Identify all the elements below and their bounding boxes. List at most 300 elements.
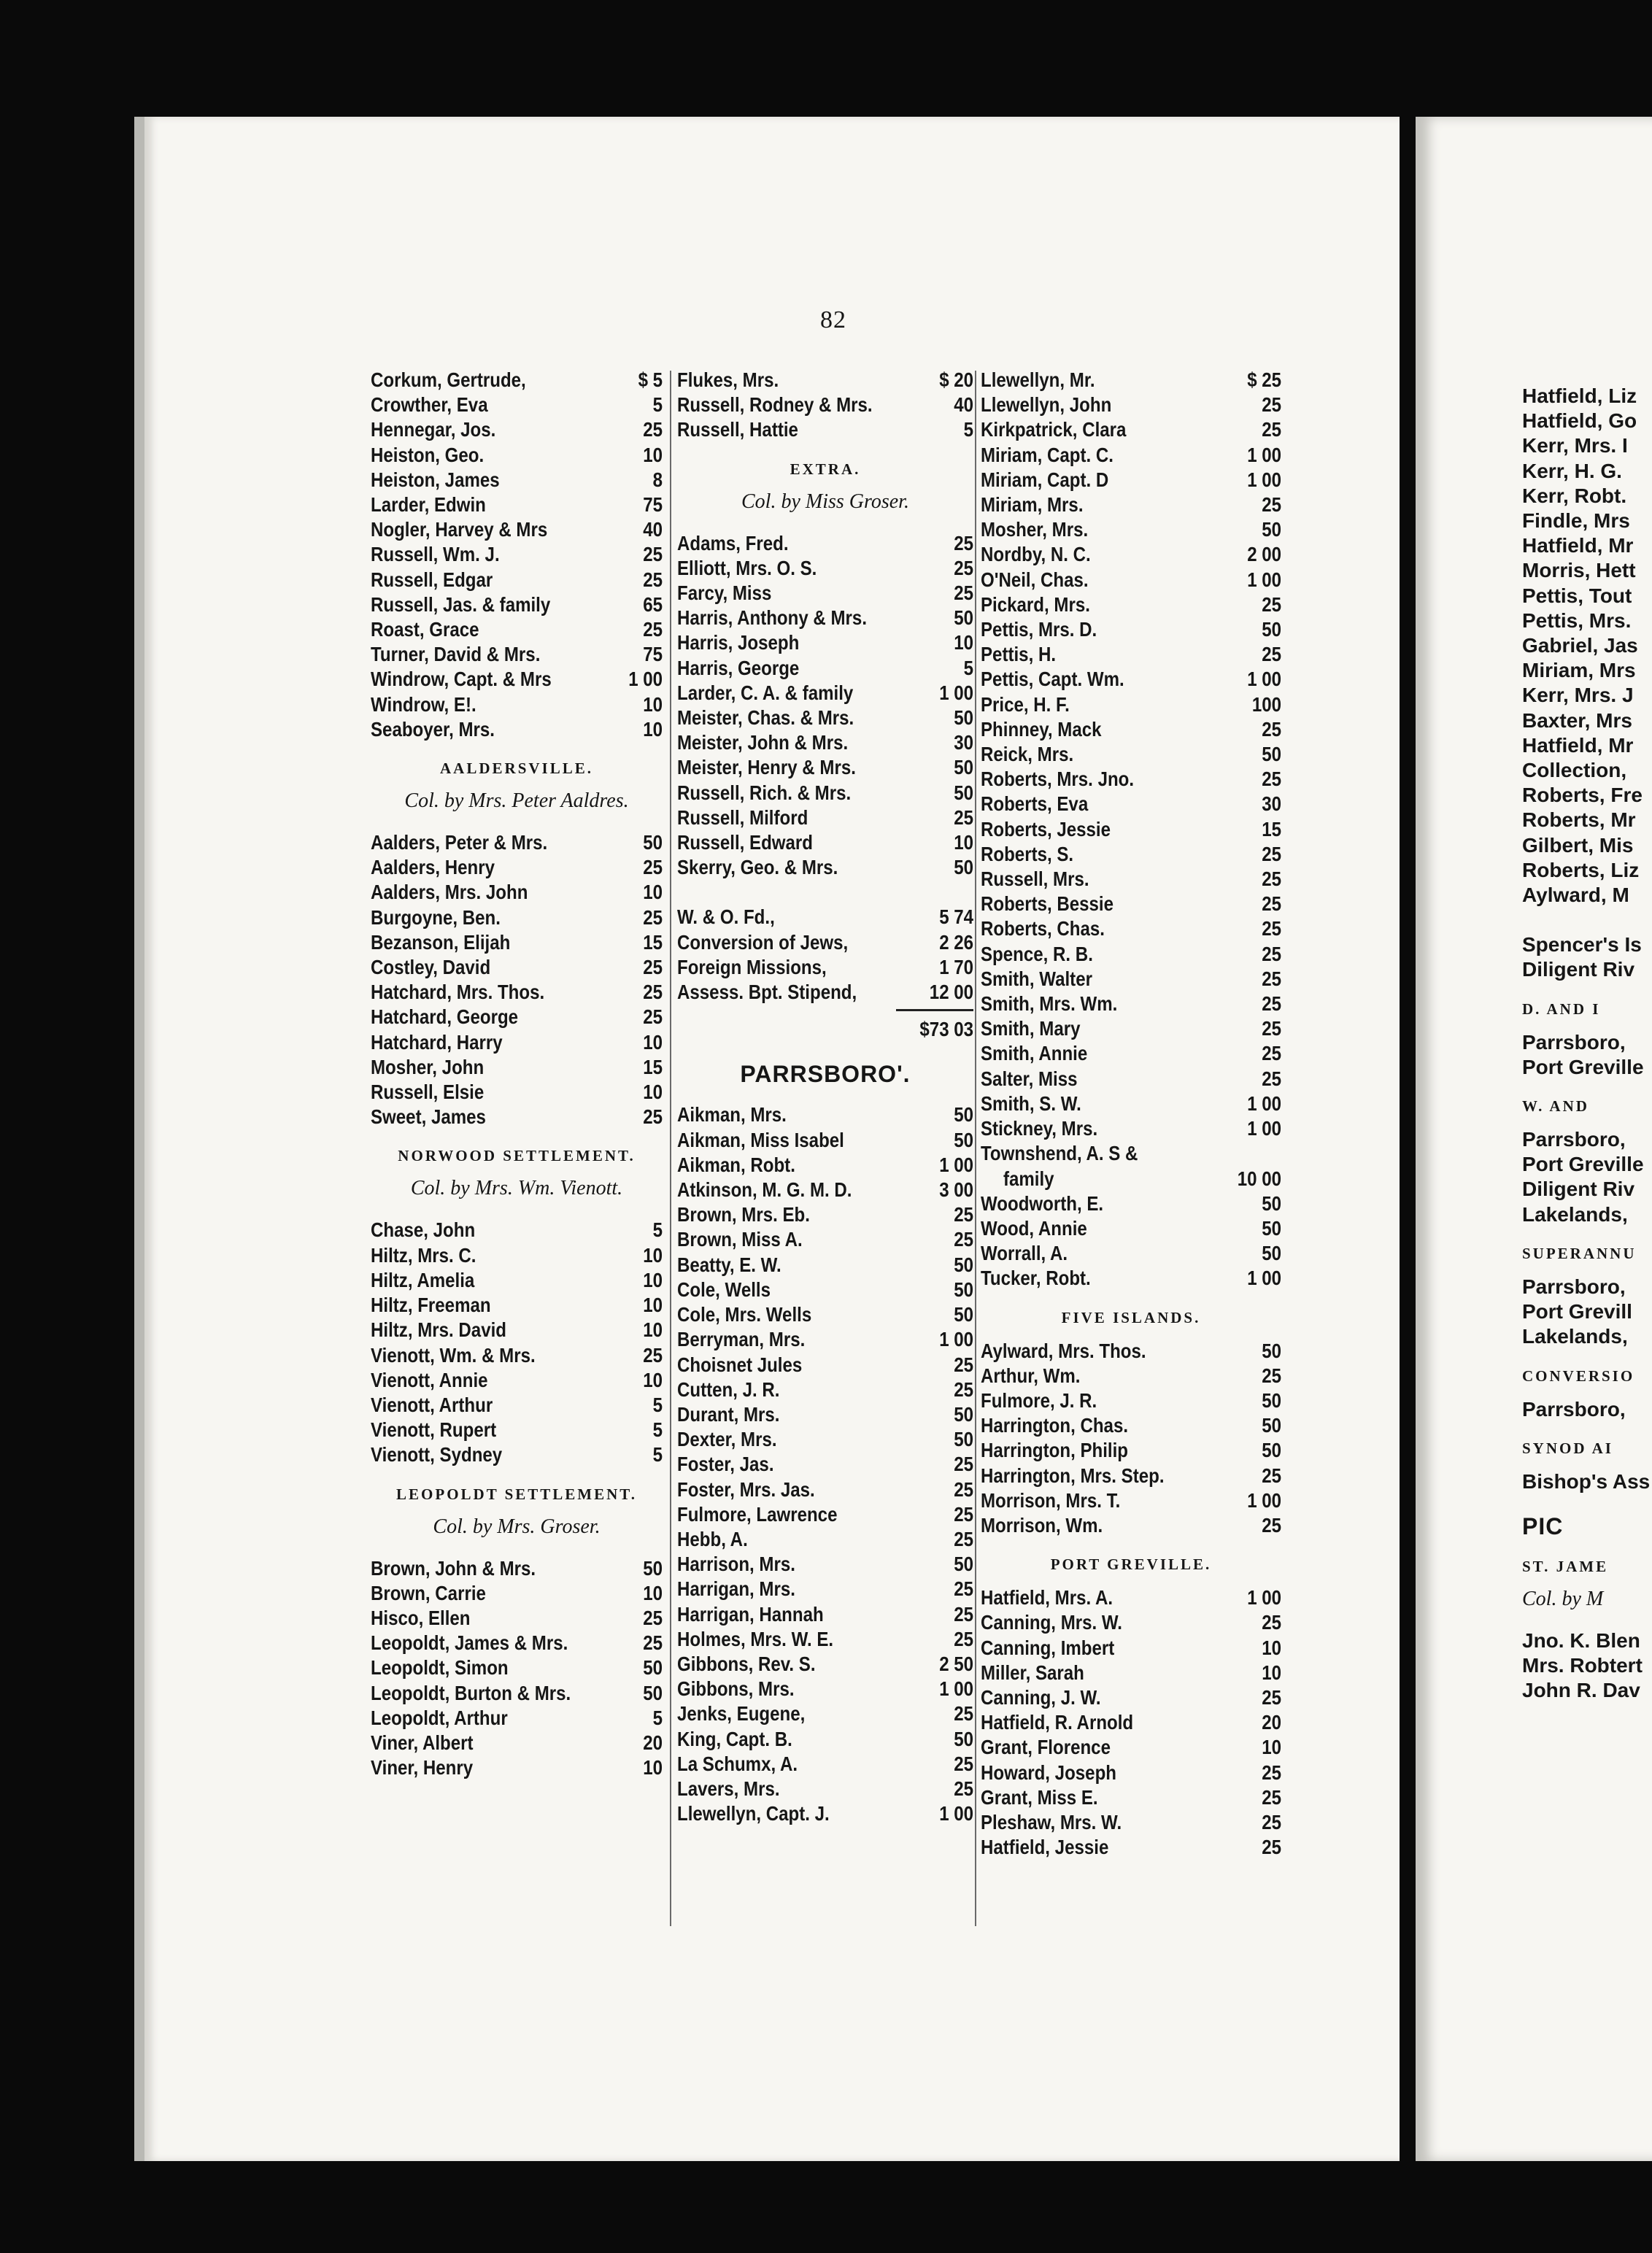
list-item (677, 1377, 973, 1402)
list-item (981, 967, 1281, 992)
donor-name: Hebb, A. (677, 1527, 748, 1550)
donor-name: Meister, Chas. & Mrs. (677, 706, 854, 730)
list-item (371, 592, 663, 617)
list-item (981, 617, 1281, 642)
list-item (371, 1055, 663, 1080)
section-heading: SYNOD AI (1522, 1439, 1613, 1457)
list-item (677, 630, 973, 655)
column-1 (371, 368, 663, 1780)
donor-name: Russell, Wm. J. (371, 543, 500, 566)
donation-amount: 25 (1262, 967, 1282, 990)
list-item (677, 781, 973, 805)
donor-name: Howard, Joseph (981, 1761, 1116, 1784)
list-item (371, 1393, 663, 1418)
parish-heading: PARRSBORO'. (740, 1061, 911, 1088)
donor-name: Viner, Albert (371, 1731, 474, 1754)
list-item (371, 1631, 663, 1655)
donation-amount: 25 (954, 805, 974, 829)
donation-amount: 50 (954, 1103, 974, 1126)
list-item (981, 1761, 1281, 1785)
donor-name: Hatfield, Jessie (981, 1836, 1109, 1859)
donor-name: Miriam, Capt. D (981, 468, 1109, 491)
donor-name: Larder, C. A. & family (677, 681, 854, 704)
list-item (1522, 957, 1652, 982)
donation-amount: 25 (643, 956, 663, 979)
donor-name: Jno. K. Blen (1522, 1628, 1640, 1652)
donor-name: Foster, Jas. (677, 1453, 774, 1476)
list-item (371, 880, 663, 905)
donor-name: Brown, Mrs. Eb. (677, 1203, 810, 1226)
donor-name: Harrigan, Hannah (677, 1602, 824, 1626)
list-item (677, 1527, 973, 1552)
list-item (1522, 484, 1652, 509)
donor-name: Viner, Henry (371, 1756, 474, 1779)
donation-amount: 15 (1262, 817, 1282, 840)
donor-name: Canning, Imbert (981, 1636, 1115, 1659)
donor-name: Kerr, Mrs. J (1522, 684, 1634, 707)
list-item (371, 1343, 663, 1368)
list-item (677, 1153, 973, 1178)
donor-name: Reick, Mrs. (981, 743, 1074, 766)
donor-name: Parrsboro, (1522, 1275, 1626, 1298)
donation-amount: 25 (954, 531, 974, 554)
column-2 (677, 368, 973, 1826)
donation-amount: 50 (954, 756, 974, 779)
donor-name: Vienott, Annie (371, 1368, 488, 1391)
donor-name: Hatchard, Harry (371, 1030, 503, 1054)
donation-amount: 50 (643, 1656, 663, 1680)
donor-name: Port Greville (1522, 1153, 1644, 1176)
collector-line: Col. by M (1522, 1587, 1604, 1610)
list-item (981, 1585, 1281, 1610)
list-item (371, 517, 663, 542)
donation-amount: 25 (1262, 592, 1282, 616)
donation-amount: 1 00 (1247, 1267, 1282, 1290)
list-item (677, 930, 973, 955)
list-item (677, 1627, 973, 1652)
donor-name: Grant, Florence (981, 1736, 1111, 1759)
donor-name: Worrall, A. (981, 1242, 1068, 1265)
donor-name: Hatfield, Mr (1522, 733, 1634, 757)
donation-amount: 50 (1262, 518, 1282, 541)
list-item (1522, 808, 1652, 832)
donor-name: Roberts, S. (981, 842, 1074, 865)
donation-amount: 15 (643, 930, 663, 954)
list-item (371, 1105, 663, 1129)
donation-amount: 50 (1262, 618, 1282, 641)
list-item (371, 1243, 663, 1268)
list-item (371, 1755, 663, 1780)
list-item (981, 792, 1281, 816)
donor-name: Beatty, E. W. (677, 1253, 781, 1276)
list-item (371, 1581, 663, 1606)
donation-amount: 25 (954, 1602, 974, 1626)
donor-name: Flukes, Mrs. (677, 368, 779, 391)
donor-name: Windrow, Capt. & Mrs (371, 668, 552, 691)
list-item (981, 692, 1281, 717)
list-item (677, 1278, 973, 1302)
donation-amount: 50 (643, 831, 663, 854)
donor-name: Salter, Miss (981, 1067, 1078, 1090)
donor-name: Roberts, Mr (1522, 808, 1636, 832)
donation-amount: 25 (643, 856, 663, 879)
donation-amount: 50 (954, 1278, 974, 1301)
donation-amount: 25 (643, 1343, 663, 1367)
list-item (371, 1681, 663, 1706)
list-item (677, 1477, 973, 1502)
donation-amount: 25 (1262, 393, 1282, 417)
donation-amount: 10 (643, 1268, 663, 1291)
donor-name: Smith, Mary (981, 1017, 1081, 1040)
list-item (371, 1706, 663, 1731)
donor-name: Aikman, Miss Isabel (677, 1128, 844, 1151)
list-item (981, 667, 1281, 692)
donor-name: Morrison, Wm. (981, 1513, 1103, 1537)
list-item (1522, 1628, 1652, 1653)
donor-name: Hatfield, R. Arnold (981, 1711, 1134, 1734)
list-item (371, 1368, 663, 1393)
list-item (677, 905, 973, 930)
donation-amount: 1 00 (628, 668, 663, 691)
donor-name: Tucker, Robt. (981, 1267, 1091, 1290)
donor-name: Roberts, Mrs. Jno. (981, 768, 1135, 791)
donation-amount: 25 (954, 556, 974, 579)
donor-name: Nordby, N. C. (981, 543, 1091, 566)
list-item (371, 1080, 663, 1105)
donation-amount: 25 (643, 981, 663, 1004)
donation-amount: $ 25 (1247, 368, 1282, 391)
list-item (1522, 584, 1652, 608)
list-item (677, 368, 973, 393)
list-item (1522, 1653, 1652, 1678)
donation-amount: 1 00 (1247, 468, 1282, 491)
list-item (371, 1606, 663, 1631)
donation-amount: 1 00 (1247, 443, 1282, 466)
list-item (1522, 708, 1652, 733)
donation-amount: 1 00 (1247, 1117, 1282, 1140)
donor-name: Russell, Rodney & Mrs. (677, 393, 873, 417)
list-item (371, 905, 663, 930)
donor-name: Price, H. F. (981, 692, 1070, 716)
donation-amount: 75 (643, 643, 663, 666)
donation-amount: 8 (652, 468, 663, 491)
donation-amount: 25 (1262, 992, 1282, 1016)
list-item (981, 892, 1281, 916)
donation-amount: 25 (643, 418, 663, 441)
list-item (1522, 658, 1652, 683)
donor-name: Smith, Walter (981, 967, 1092, 990)
donor-name: Vienott, Rupert (371, 1418, 497, 1442)
donor-name: Spencer's Is (1522, 933, 1642, 957)
donation-amount: 25 (1262, 1042, 1282, 1065)
donor-name: Miriam, Mrs (1522, 659, 1636, 682)
list-item (677, 1552, 973, 1577)
donation-amount: 10 (1262, 1736, 1282, 1759)
donation-amount: 65 (643, 592, 663, 616)
donor-name: Miller, Sarah (981, 1661, 1084, 1684)
donor-name: Port Grevill (1522, 1300, 1632, 1323)
donor-name: Russell, Edgar (371, 568, 493, 591)
donor-name: Roberts, Bessie (981, 892, 1114, 916)
list-item (1522, 1055, 1652, 1080)
list-item (371, 1318, 663, 1342)
donor-name: Findle, Mrs (1522, 509, 1630, 533)
donor-name: Harrington, Philip (981, 1439, 1129, 1462)
donor-name: Llewellyn, John (981, 393, 1112, 417)
list-item (1522, 1030, 1652, 1055)
donation-amount: 1 00 (1247, 668, 1282, 691)
donor-name: Mrs. Robtert (1522, 1654, 1643, 1677)
donor-name: Aylward, M (1522, 884, 1629, 907)
list-item (371, 930, 663, 955)
list-item (677, 1227, 973, 1252)
donation-amount: 25 (954, 1477, 974, 1501)
section-heading: W. AND (1522, 1097, 1589, 1116)
donation-amount: 25 (643, 1005, 663, 1029)
donor-name: Roast, Grace (371, 618, 479, 641)
section-heading: FIVE ISLANDS. (1061, 1308, 1201, 1326)
list-item (1522, 409, 1652, 433)
donation-amount: 25 (954, 1203, 974, 1226)
donation-amount: 25 (1262, 1785, 1282, 1809)
list-item (677, 531, 973, 556)
donor-name: Spence, R. B. (981, 942, 1093, 965)
donor-name: Stickney, Mrs. (981, 1117, 1098, 1140)
list-item (1522, 533, 1652, 558)
list-item (1522, 1678, 1652, 1703)
donor-name: family (1003, 1167, 1054, 1190)
donor-name: Russell, Elsie (371, 1081, 485, 1104)
donation-amount: 5 (963, 418, 974, 441)
donor-name: Townshend, A. S & (981, 1142, 1138, 1165)
list-item (981, 393, 1281, 417)
donation-amount: 10 (1262, 1636, 1282, 1659)
donor-name: Atkinson, M. G. M. D. (677, 1178, 852, 1202)
donation-amount: 20 (1262, 1711, 1282, 1734)
donor-name: Russell, Rich. & Mrs. (677, 781, 852, 804)
donation-amount: 25 (1262, 643, 1282, 666)
section-heading: LEOPOLDT SETTLEMENT. (396, 1485, 637, 1503)
list-item (677, 556, 973, 581)
donor-name: Harris, George (677, 656, 800, 679)
donor-name: Gibbons, Mrs. (677, 1677, 795, 1701)
donation-amount: 25 (954, 1228, 974, 1251)
donor-name: Parrsboro, (1522, 1397, 1626, 1421)
list-item (1522, 558, 1652, 583)
list-item (981, 492, 1281, 517)
donor-name: Wood, Annie (981, 1216, 1087, 1240)
donor-name: Roberts, Eva (981, 792, 1089, 816)
donation-amount: 1 00 (939, 1802, 974, 1825)
donation-amount: 10 (643, 1318, 663, 1342)
list-item (371, 568, 663, 592)
list-item (1522, 833, 1652, 858)
list-item (371, 980, 663, 1005)
list-item (981, 1488, 1281, 1513)
donor-name: Collection, (1522, 759, 1627, 782)
list-item (677, 1752, 973, 1777)
donor-name: Harris, Anthony & Mrs. (677, 606, 868, 630)
donation-amount: 25 (954, 581, 974, 605)
donor-name: Leopoldt, Burton & Mrs. (371, 1681, 571, 1704)
donation-amount: 25 (643, 1105, 663, 1129)
donation-amount: 3 00 (939, 1178, 974, 1202)
donor-name: Kirkpatrick, Clara (981, 418, 1127, 441)
donor-name: Harris, Joseph (677, 631, 800, 654)
donor-name: Nogler, Harvey & Mrs (371, 518, 548, 541)
donation-amount: 50 (1262, 1216, 1282, 1240)
donor-name: Smith, Mrs. Wm. (981, 992, 1118, 1016)
list-item (677, 393, 973, 417)
donation-amount: 1 00 (939, 1677, 974, 1701)
list-item (677, 656, 973, 681)
donor-name: Dexter, Mrs. (677, 1428, 777, 1451)
list-item (1522, 384, 1652, 409)
donor-name: Elliott, Mrs. O. S. (677, 556, 817, 579)
donor-name: Hisco, Ellen (371, 1606, 471, 1629)
donor-name: Russell, Milford (677, 805, 808, 829)
donation-amount: 25 (954, 1752, 974, 1775)
donation-amount: $ 5 (638, 368, 663, 391)
donor-name: Aalders, Mrs. John (371, 881, 528, 904)
list-item (371, 492, 663, 517)
donation-amount: 25 (1262, 1364, 1282, 1387)
list-item (371, 1418, 663, 1442)
list-item (981, 717, 1281, 742)
list-item (677, 1577, 973, 1601)
donor-name: Gabriel, Jas (1522, 634, 1638, 657)
list-item (981, 542, 1281, 567)
donation-amount: 25 (643, 905, 663, 929)
donor-name: Roberts, Jessie (981, 817, 1111, 840)
donation-amount: 10 (643, 1581, 663, 1604)
donation-amount: 2 50 (939, 1652, 974, 1675)
list-item (1522, 433, 1652, 458)
list-item (1522, 683, 1652, 708)
list-item (371, 830, 663, 855)
donor-name: Hatfield, Mr (1522, 534, 1634, 557)
donor-name: Miriam, Mrs. (981, 493, 1084, 517)
donation-amount: 25 (1262, 493, 1282, 517)
donor-name: Miriam, Capt. C. (981, 443, 1113, 466)
spacer (677, 880, 973, 905)
list-item (371, 1293, 663, 1318)
section-heading: NORWOOD SETTLEMENT. (398, 1147, 636, 1165)
donor-name: Grant, Miss E. (981, 1785, 1098, 1809)
donation-amount: 10 (643, 443, 663, 466)
donor-name: Baxter, Mrs (1522, 708, 1632, 732)
list-item (371, 393, 663, 417)
donor-name: Skerry, Geo. & Mrs. (677, 856, 838, 879)
donor-name: Harrigan, Mrs. (677, 1577, 795, 1601)
list-item (981, 468, 1281, 492)
list-item (677, 1253, 973, 1278)
list-item (981, 1191, 1281, 1216)
list-item (981, 1091, 1281, 1116)
donation-amount: 50 (954, 706, 974, 730)
column-rule (975, 371, 976, 1926)
donor-name: Pettis, Capt. Wm. (981, 668, 1124, 691)
donor-name: Burgoyne, Ben. (371, 905, 501, 929)
donor-name: Kerr, Mrs. I (1522, 434, 1628, 457)
list-item (981, 1710, 1281, 1735)
donor-name: Russell, Mrs. (981, 867, 1089, 891)
donation-amount: 50 (954, 1428, 974, 1451)
list-item (981, 1339, 1281, 1364)
donor-name: Aalders, Peter & Mrs. (371, 831, 548, 854)
list-item (677, 1327, 973, 1352)
list-item (981, 1241, 1281, 1266)
list-item (677, 606, 973, 630)
donation-amount: 50 (954, 781, 974, 804)
list-item (981, 1364, 1281, 1388)
donor-name: Windrow, E!. (371, 692, 476, 716)
donation-amount: 10 (954, 631, 974, 654)
donation-amount: 25 (643, 543, 663, 566)
donation-amount: 10 (643, 1294, 663, 1317)
donation-amount: 2 00 (1247, 543, 1282, 566)
list-item (677, 1777, 973, 1801)
section-heading: SUPERANNU (1522, 1244, 1637, 1262)
donor-name: Bishop's Ass (1522, 1469, 1651, 1493)
donor-name: Leopoldt, James & Mrs. (371, 1631, 568, 1655)
donor-name: Berryman, Mrs. (677, 1328, 806, 1351)
column-total (677, 1017, 973, 1042)
donation-amount: 50 (1262, 1414, 1282, 1437)
donation-amount: 50 (1262, 1242, 1282, 1265)
donation-amount: 10 (643, 881, 663, 904)
collector-line: Col. by Mrs. Peter Aaldres. (404, 789, 629, 813)
list-item (371, 1442, 663, 1467)
list-item (677, 706, 973, 730)
list-item (1522, 509, 1652, 533)
donor-name: Assess. Bpt. Stipend, (677, 981, 857, 1004)
donation-amount: 10 00 (1237, 1167, 1282, 1190)
donor-name: Conversion of Jews, (677, 930, 849, 954)
donation-amount: 50 (954, 1253, 974, 1276)
donor-name: Seaboyer, Mrs. (371, 717, 495, 741)
donor-name: Harrington, Mrs. Step. (981, 1464, 1165, 1487)
parish-heading: PIC (1522, 1512, 1564, 1539)
donation-amount: 10 (643, 1756, 663, 1779)
donor-name: Brown, Carrie (371, 1581, 486, 1604)
list-item (1522, 1152, 1652, 1177)
donor-name: Pettis, Mrs. (1522, 608, 1632, 632)
donor-name: Heiston, James (371, 468, 500, 491)
donation-amount: 50 (954, 1128, 974, 1151)
donor-name: Lakelands, (1522, 1202, 1628, 1226)
donor-name: Roberts, Liz (1522, 858, 1640, 881)
list-item (981, 992, 1281, 1016)
donation-amount: 10 (643, 1368, 663, 1391)
donation-amount: 10 (643, 717, 663, 741)
list-item (981, 867, 1281, 892)
donation-amount: 40 (954, 393, 974, 417)
collector-line: Col. by Mrs. Groser. (433, 1515, 601, 1538)
donor-name: Vienott, Arthur (371, 1393, 493, 1416)
donation-amount: 5 (652, 393, 663, 417)
donor-name: Aalders, Henry (371, 856, 495, 879)
list-item (981, 1438, 1281, 1463)
section-heading: PORT GREVILLE. (1050, 1556, 1212, 1574)
donation-amount: 25 (1262, 917, 1282, 940)
donation-amount: 15 (643, 1055, 663, 1078)
donor-name: Cutten, J. R. (677, 1377, 780, 1401)
list-item (677, 955, 973, 980)
donor-name: Morrison, Mrs. T. (981, 1488, 1121, 1512)
list-item (371, 542, 663, 567)
page-number: 82 (820, 306, 846, 333)
